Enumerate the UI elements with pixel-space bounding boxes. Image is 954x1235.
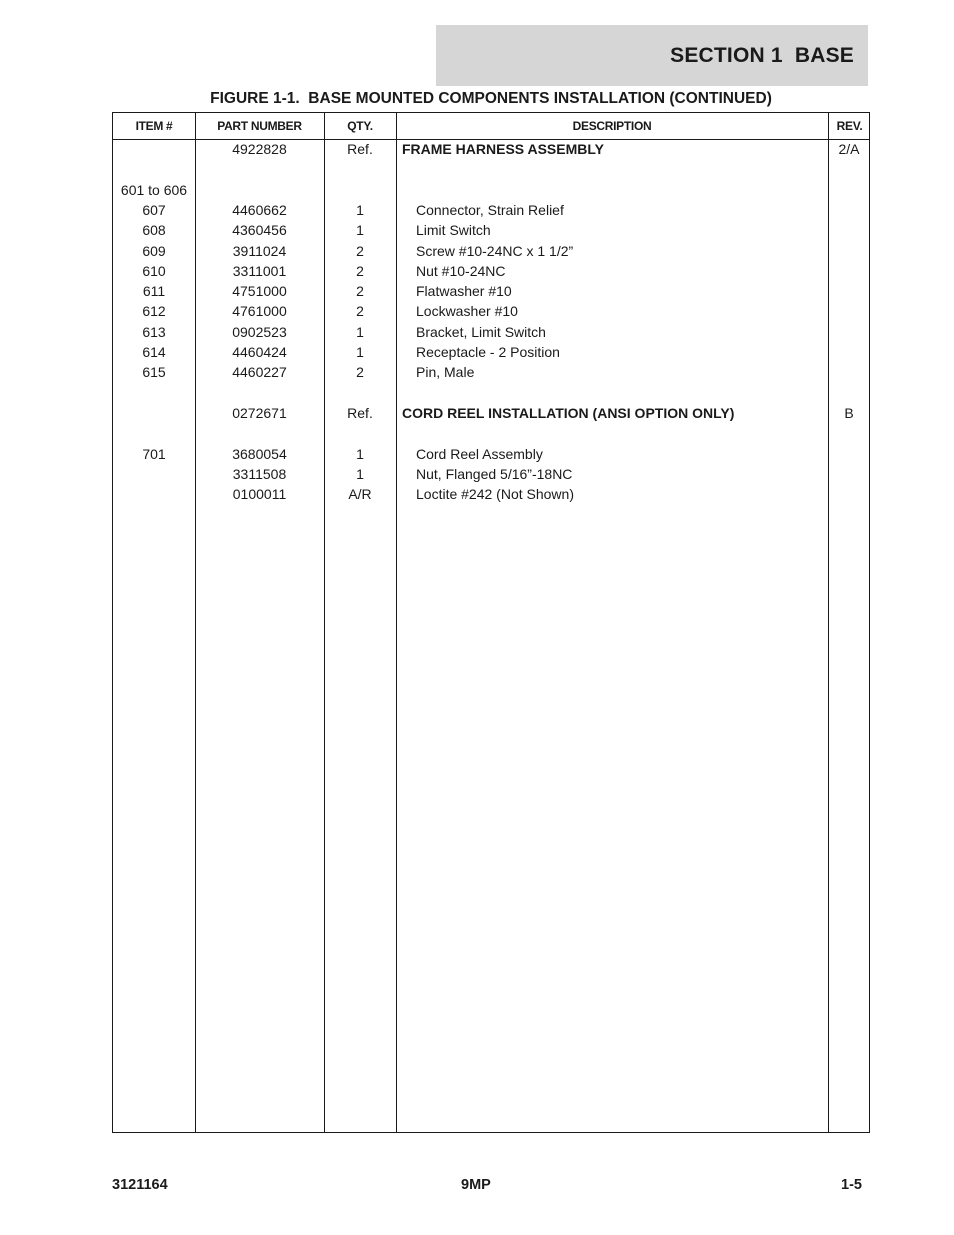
footer-model: 9MP bbox=[461, 1177, 491, 1193]
item-number: 601 to 606 bbox=[120, 181, 188, 198]
item-number: 701 bbox=[142, 445, 166, 462]
part-number: 4922828 bbox=[232, 141, 287, 157]
quantity: 2 bbox=[356, 283, 364, 300]
item-number: 609 bbox=[142, 242, 166, 259]
quantity: 2 bbox=[356, 303, 364, 320]
description: Connector, Strain Relief bbox=[416, 201, 564, 218]
quantity: 2 bbox=[356, 242, 364, 259]
part-number: 0100011 bbox=[232, 486, 287, 503]
revision: 2/A bbox=[838, 141, 860, 157]
part-number: 3311001 bbox=[232, 262, 287, 279]
header-part-number: PART NUMBER bbox=[217, 119, 302, 133]
description bbox=[402, 383, 827, 403]
description: Lockwasher #10 bbox=[416, 303, 518, 320]
description: FRAME HARNESS ASSEMBLY bbox=[402, 141, 604, 157]
part-number bbox=[195, 180, 324, 200]
part-number: 4761000 bbox=[232, 303, 287, 320]
part-number: 4460662 bbox=[232, 201, 287, 218]
quantity: Ref. bbox=[347, 404, 373, 421]
description: Cord Reel Assembly bbox=[416, 445, 543, 462]
table-row bbox=[113, 261, 869, 281]
footer-doc-number: 3121164 bbox=[112, 1177, 168, 1193]
part-number bbox=[195, 159, 324, 179]
item-number: 612 bbox=[142, 303, 166, 320]
item-number: 610 bbox=[142, 262, 166, 279]
part-number: 4460424 bbox=[232, 344, 287, 360]
header-description: DESCRIPTION bbox=[572, 119, 652, 133]
quantity: 1 bbox=[356, 323, 364, 340]
part-number bbox=[195, 383, 324, 403]
item-number: 614 bbox=[142, 344, 166, 360]
table-row bbox=[113, 342, 869, 362]
quantity: 1 bbox=[356, 445, 364, 462]
description bbox=[402, 423, 827, 443]
revision bbox=[829, 342, 869, 362]
revision bbox=[829, 159, 869, 179]
revision bbox=[829, 322, 869, 342]
description bbox=[402, 180, 827, 200]
part-number: 4460227 bbox=[232, 364, 287, 381]
revision: B bbox=[844, 404, 854, 421]
footer-page-number: 1-5 bbox=[841, 1177, 862, 1193]
description: Nut, Flanged 5/16”-18NC bbox=[416, 465, 573, 482]
revision bbox=[829, 464, 869, 484]
table-row bbox=[113, 322, 869, 342]
revision bbox=[829, 220, 869, 240]
description: CORD REEL INSTALLATION (ANSI OPTION ONLY) bbox=[402, 404, 735, 421]
description: Limit Switch bbox=[416, 222, 491, 239]
part-number: 4360456 bbox=[232, 222, 287, 239]
description: Receptacle - 2 Position bbox=[416, 344, 560, 360]
item-number bbox=[113, 159, 195, 179]
item-number bbox=[113, 484, 195, 504]
quantity: 2 bbox=[356, 262, 364, 279]
description: Bracket, Limit Switch bbox=[416, 323, 546, 340]
section-header bbox=[436, 25, 868, 86]
revision bbox=[829, 180, 869, 200]
revision bbox=[829, 362, 869, 382]
item-number bbox=[113, 464, 195, 484]
item-number: 607 bbox=[142, 201, 166, 218]
part-number: 4751000 bbox=[232, 283, 287, 300]
part-number: 3311508 bbox=[232, 465, 287, 482]
quantity bbox=[324, 423, 396, 443]
item-number bbox=[113, 139, 195, 159]
part-number bbox=[195, 423, 324, 443]
table-row bbox=[113, 403, 869, 423]
part-number: 3680054 bbox=[232, 445, 287, 462]
item-number bbox=[113, 383, 195, 403]
description: Flatwasher #10 bbox=[416, 283, 512, 300]
quantity bbox=[324, 383, 396, 403]
header-item: ITEM # bbox=[135, 119, 173, 133]
quantity: 1 bbox=[356, 465, 364, 482]
parts-table bbox=[112, 112, 870, 1133]
quantity: 1 bbox=[356, 222, 364, 239]
item-number: 611 bbox=[142, 283, 166, 300]
header-qty: QTY. bbox=[347, 119, 373, 133]
part-number: 0272671 bbox=[232, 404, 287, 421]
section-title: SECTION 1 BASE bbox=[670, 43, 854, 67]
table-row bbox=[113, 220, 869, 240]
item-number bbox=[113, 403, 195, 423]
table-row bbox=[113, 423, 869, 443]
table-row bbox=[113, 139, 869, 159]
description: Screw #10-24NC x 1 1/2” bbox=[416, 242, 574, 259]
revision bbox=[829, 261, 869, 281]
part-number: 0902523 bbox=[232, 323, 287, 340]
quantity: 1 bbox=[356, 344, 364, 360]
revision bbox=[829, 484, 869, 504]
revision bbox=[829, 241, 869, 261]
quantity bbox=[324, 159, 396, 179]
table-row bbox=[113, 200, 869, 220]
description bbox=[402, 159, 827, 179]
item-number: 615 bbox=[142, 364, 166, 381]
description: Loctite #242 (Not Shown) bbox=[416, 486, 574, 503]
table-row bbox=[113, 464, 869, 484]
quantity: A/R bbox=[348, 486, 372, 503]
quantity: Ref. bbox=[347, 141, 373, 157]
revision bbox=[829, 200, 869, 220]
item-number bbox=[113, 423, 195, 443]
table-row bbox=[113, 484, 869, 504]
table-row bbox=[113, 281, 869, 301]
table-row bbox=[113, 362, 869, 382]
table-row bbox=[113, 383, 869, 403]
part-number: 3911024 bbox=[232, 242, 287, 259]
quantity: 2 bbox=[356, 364, 364, 381]
quantity bbox=[324, 180, 396, 200]
revision bbox=[829, 281, 869, 301]
description: Nut #10-24NC bbox=[416, 262, 506, 279]
revision bbox=[829, 301, 869, 321]
table-row bbox=[113, 301, 869, 321]
table-row bbox=[113, 241, 869, 261]
item-number: 608 bbox=[142, 222, 166, 239]
header-rev: REV. bbox=[836, 119, 863, 133]
revision bbox=[829, 383, 869, 403]
revision bbox=[829, 444, 869, 464]
item-number: 613 bbox=[142, 323, 166, 340]
table-row bbox=[113, 180, 869, 200]
figure-title: FIGURE 1-1. BASE MOUNTED COMPONENTS INSTALLATION (CONTINUED) bbox=[210, 90, 772, 107]
table-row bbox=[113, 444, 869, 464]
description: Pin, Male bbox=[416, 364, 475, 381]
table-row bbox=[113, 159, 869, 179]
quantity: 1 bbox=[356, 201, 364, 218]
revision bbox=[829, 423, 869, 443]
